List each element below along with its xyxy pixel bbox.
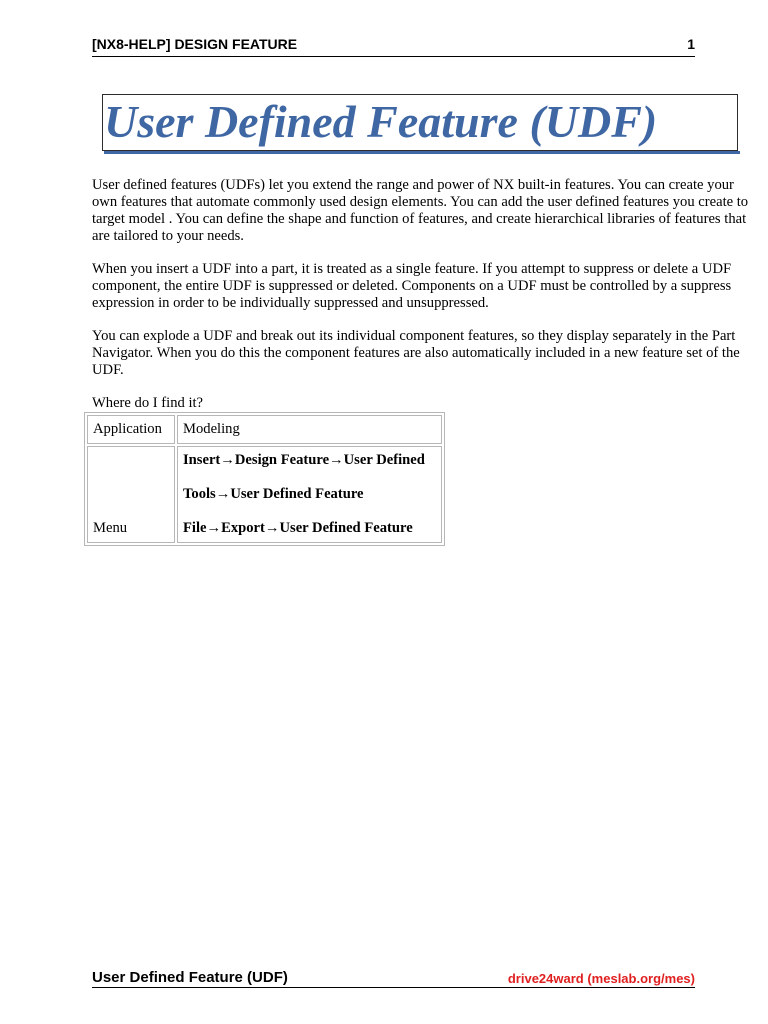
page-number: 1 — [687, 36, 695, 52]
insert-paragraph: When you insert a UDF into a part, it is treated as a single feature. If you attempt to suppress or delete a UDF component, the entire UDF is suppressed or deleted. Components on a UDF must be controlled by a suppress expression in order to be individually suppressed and unsuppressed. — [92, 261, 732, 311]
page-header — [92, 36, 695, 57]
application-value-cell: Modeling — [177, 415, 442, 444]
menu-path-tools: Tools→User Defined Feature — [183, 486, 364, 502]
table-row — [87, 446, 442, 543]
page-footer — [92, 969, 695, 988]
footer-title: User Defined Feature (UDF) — [92, 969, 288, 986]
find-it-table — [84, 412, 445, 546]
menu-label-cell: Menu — [87, 446, 175, 543]
menu-path-insert: Insert→Design Feature→User Defined — [183, 452, 425, 468]
table-row — [87, 415, 442, 444]
header-title: [NX8-HELP] DESIGN FEATURE — [92, 36, 298, 52]
menu-paths-cell — [177, 446, 442, 543]
menu-path-export: File→Export→User Defined Feature — [183, 520, 413, 536]
document-body — [92, 177, 756, 412]
document-title: User Defined Feature (UDF) — [104, 96, 658, 147]
footer-credit: drive24ward (meslab.org/mes) — [507, 971, 695, 986]
intro-paragraph: User defined features (UDFs) let you extend the range and power of NX built-in features. You can create your own features that automate commonly used design elements. You can add the user defined features you create to target model . You can define the shape and function of features, and create hierarchical libraries of features that are tailored to your needs. — [92, 177, 749, 244]
title-underline — [104, 151, 740, 154]
where-label: Where do I find it? — [92, 395, 204, 411]
explode-paragraph: You can explode a UDF and break out its individual component features, so they display separately in the Part Navigator. When you do this the component features are also automatically included in a new feature set of the UDF. — [92, 328, 740, 378]
application-label-cell: Application — [87, 415, 175, 444]
